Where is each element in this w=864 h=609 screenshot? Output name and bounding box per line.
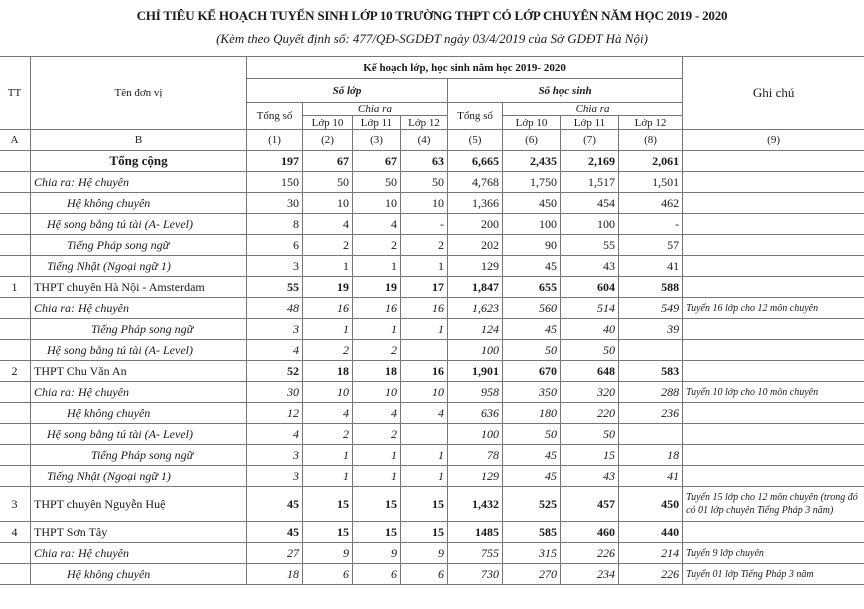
cell-hs-12: 226 (619, 564, 683, 585)
cell-lop-11: 19 (353, 277, 401, 298)
row-tt (0, 319, 31, 340)
cell-hs-10: 560 (503, 298, 561, 319)
cell-lop-11: 2 (353, 340, 401, 361)
header-name: Tên đơn vị (31, 57, 247, 130)
row-note (683, 151, 864, 172)
cell-lop-10: 4 (303, 214, 353, 235)
header-so-lop: Số lớp (247, 79, 448, 103)
cell-lop-10: 4 (303, 403, 353, 424)
cell-lop-11: 18 (353, 361, 401, 382)
header-hs-12: Lớp 12 (619, 116, 683, 130)
row-tt (0, 256, 31, 277)
cell-lop-11: 1 (353, 319, 401, 340)
cell-lop-10: 2 (303, 340, 353, 361)
row-name: THPT Sơn Tây (31, 522, 247, 543)
column-code: (3) (353, 130, 401, 151)
row-note (683, 403, 864, 424)
cell-hs-total: 129 (448, 256, 503, 277)
table-row (0, 361, 864, 382)
cell-hs-11: 220 (561, 403, 619, 424)
row-tt (0, 382, 31, 403)
cell-hs-10: 585 (503, 522, 561, 543)
cell-lop-12: 9 (401, 543, 448, 564)
cell-hs-12: 41 (619, 466, 683, 487)
cell-hs-11: 648 (561, 361, 619, 382)
column-codes-row (0, 130, 864, 151)
row-tt (0, 214, 31, 235)
cell-hs-12: 18 (619, 445, 683, 466)
row-name: Tiếng Pháp song ngữ (31, 319, 247, 340)
cell-lop-total: 4 (247, 340, 303, 361)
header-plan: Kế hoạch lớp, học sinh năm học 2019- 2020 (247, 57, 683, 79)
row-name: Hệ không chuyên (31, 403, 247, 424)
cell-hs-10: 1,750 (503, 172, 561, 193)
cell-hs-12: 288 (619, 382, 683, 403)
cell-hs-11: 460 (561, 522, 619, 543)
cell-hs-total: 1,623 (448, 298, 503, 319)
cell-hs-10: 525 (503, 487, 561, 522)
column-code: (8) (619, 130, 683, 151)
row-tt (0, 564, 31, 585)
cell-hs-total: 4,768 (448, 172, 503, 193)
row-note: Tuyển 9 lớp chuyên (683, 543, 864, 564)
cell-lop-10: 2 (303, 235, 353, 256)
cell-hs-10: 45 (503, 256, 561, 277)
cell-hs-11: 226 (561, 543, 619, 564)
cell-hs-10: 45 (503, 319, 561, 340)
row-note (683, 445, 864, 466)
cell-lop-12: 15 (401, 522, 448, 543)
header-lop-12: Lớp 12 (401, 116, 448, 130)
document-title: CHỈ TIÊU KẾ HOẠCH TUYỂN SINH LỚP 10 TRƯỜNG THPT CÓ LỚP CHUYÊN NĂM HỌC 2019 - 2020 (136, 8, 728, 23)
cell-hs-12: 57 (619, 235, 683, 256)
row-name: THPT chuyên Nguyễn Huệ (31, 487, 247, 522)
cell-hs-total: 1,847 (448, 277, 503, 298)
row-note (683, 424, 864, 445)
enrollment-table (0, 56, 864, 585)
document-subtitle: (Kèm theo Quyết định số: 477/QĐ-SGDĐT ngày 03/4/2019 của Sở GDĐT Hà Nội) (216, 31, 648, 46)
cell-lop-11: 2 (353, 235, 401, 256)
cell-lop-total: 197 (247, 151, 303, 172)
table-row (0, 256, 864, 277)
row-note: Tuyển 15 lớp cho 12 môn chuyên (trong đó có 01 lớp chuyên Tiếng Pháp 3 năm) (683, 487, 864, 522)
row-tt (0, 172, 31, 193)
cell-lop-11: 10 (353, 382, 401, 403)
cell-hs-10: 655 (503, 277, 561, 298)
cell-lop-total: 55 (247, 277, 303, 298)
cell-hs-total: 755 (448, 543, 503, 564)
table-row (0, 466, 864, 487)
cell-hs-10: 50 (503, 424, 561, 445)
header-tt: TT (0, 57, 31, 130)
cell-hs-10: 670 (503, 361, 561, 382)
cell-lop-total: 3 (247, 445, 303, 466)
row-tt (0, 403, 31, 424)
table-row (0, 382, 864, 403)
cell-lop-11: 15 (353, 487, 401, 522)
row-note (683, 193, 864, 214)
table-row (0, 319, 864, 340)
cell-hs-11: 320 (561, 382, 619, 403)
cell-hs-11: 55 (561, 235, 619, 256)
cell-hs-10: 2,435 (503, 151, 561, 172)
cell-lop-10: 1 (303, 319, 353, 340)
cell-hs-11: 15 (561, 445, 619, 466)
cell-lop-10: 15 (303, 487, 353, 522)
header-hs-10: Lớp 10 (503, 116, 561, 130)
cell-hs-10: 270 (503, 564, 561, 585)
cell-lop-12: 6 (401, 564, 448, 585)
cell-lop-12: 1 (401, 445, 448, 466)
cell-hs-12: 450 (619, 487, 683, 522)
row-name: Hệ song bằng tú tài (A- Level) (31, 214, 247, 235)
cell-lop-12: 63 (401, 151, 448, 172)
row-name: Tiếng Pháp song ngữ (31, 235, 247, 256)
row-note: Tuyển 01 lớp Tiếng Pháp 3 năm (683, 564, 864, 585)
column-code: A (0, 130, 31, 151)
cell-lop-12 (401, 340, 448, 361)
cell-lop-10: 15 (303, 522, 353, 543)
cell-lop-total: 6 (247, 235, 303, 256)
row-note: Tuyển 16 lớp cho 12 môn chuyên (683, 298, 864, 319)
cell-lop-10: 1 (303, 256, 353, 277)
row-tt (0, 466, 31, 487)
cell-lop-11: 1 (353, 445, 401, 466)
cell-hs-11: 43 (561, 466, 619, 487)
row-name: Chia ra: Hệ chuyên (31, 298, 247, 319)
cell-lop-10: 9 (303, 543, 353, 564)
row-name: Hệ không chuyên (31, 193, 247, 214)
cell-lop-10: 10 (303, 382, 353, 403)
cell-hs-12: 549 (619, 298, 683, 319)
header-lop-chia-ra: Chia ra (303, 103, 448, 116)
cell-lop-11: 50 (353, 172, 401, 193)
header-lop-10: Lớp 10 (303, 116, 353, 130)
cell-hs-11: 40 (561, 319, 619, 340)
cell-hs-12 (619, 424, 683, 445)
cell-hs-11: 50 (561, 424, 619, 445)
cell-hs-10: 90 (503, 235, 561, 256)
cell-hs-10: 350 (503, 382, 561, 403)
table-row (0, 172, 864, 193)
cell-lop-12: 4 (401, 403, 448, 424)
row-name: Hệ song bằng tú tài (A- Level) (31, 340, 247, 361)
cell-lop-10: 10 (303, 193, 353, 214)
cell-hs-total: 730 (448, 564, 503, 585)
header-hs-11: Lớp 11 (561, 116, 619, 130)
row-note (683, 319, 864, 340)
cell-lop-11: 15 (353, 522, 401, 543)
table-row (0, 298, 864, 319)
cell-lop-11: 2 (353, 424, 401, 445)
cell-hs-total: 124 (448, 319, 503, 340)
cell-lop-total: 27 (247, 543, 303, 564)
cell-hs-10: 50 (503, 340, 561, 361)
cell-lop-12: 15 (401, 487, 448, 522)
cell-hs-11: 604 (561, 277, 619, 298)
cell-hs-11: 100 (561, 214, 619, 235)
cell-lop-total: 18 (247, 564, 303, 585)
header-note: Ghi chú (683, 57, 864, 130)
cell-hs-12: 2,061 (619, 151, 683, 172)
cell-lop-11: 9 (353, 543, 401, 564)
cell-lop-total: 3 (247, 466, 303, 487)
cell-hs-total: 129 (448, 466, 503, 487)
cell-lop-12: 17 (401, 277, 448, 298)
header-lop-11: Lớp 11 (353, 116, 401, 130)
cell-hs-total: 78 (448, 445, 503, 466)
row-name: Tiếng Pháp song ngữ (31, 445, 247, 466)
row-name: Tiếng Nhật (Ngoại ngữ 1) (31, 466, 247, 487)
cell-hs-10: 100 (503, 214, 561, 235)
cell-lop-total: 3 (247, 256, 303, 277)
row-tt (0, 298, 31, 319)
cell-lop-total: 30 (247, 382, 303, 403)
cell-hs-total: 1,432 (448, 487, 503, 522)
cell-hs-12: 39 (619, 319, 683, 340)
column-code: (1) (247, 130, 303, 151)
cell-lop-12 (401, 424, 448, 445)
cell-lop-12: 10 (401, 382, 448, 403)
cell-lop-10: 16 (303, 298, 353, 319)
cell-lop-total: 12 (247, 403, 303, 424)
row-note (683, 214, 864, 235)
cell-hs-12 (619, 340, 683, 361)
cell-lop-11: 4 (353, 403, 401, 424)
table-row (0, 424, 864, 445)
row-tt (0, 424, 31, 445)
cell-hs-total: 200 (448, 214, 503, 235)
cell-lop-total: 48 (247, 298, 303, 319)
cell-hs-11: 43 (561, 256, 619, 277)
cell-hs-12: 1,501 (619, 172, 683, 193)
table-row (0, 543, 864, 564)
column-code: (4) (401, 130, 448, 151)
header-so-hoc-sinh: Số học sinh (448, 79, 683, 103)
table-row (0, 403, 864, 424)
cell-hs-11: 454 (561, 193, 619, 214)
cell-lop-12: 16 (401, 361, 448, 382)
row-note (683, 277, 864, 298)
table-row (0, 193, 864, 214)
cell-lop-total: 45 (247, 487, 303, 522)
cell-lop-total: 3 (247, 319, 303, 340)
row-tt: 1 (0, 277, 31, 298)
cell-lop-total: 150 (247, 172, 303, 193)
column-code: (2) (303, 130, 353, 151)
cell-lop-12: 50 (401, 172, 448, 193)
cell-hs-12: 41 (619, 256, 683, 277)
row-name: Tiếng Nhật (Ngoại ngữ 1) (31, 256, 247, 277)
column-code: (9) (683, 130, 864, 151)
row-tt (0, 543, 31, 564)
cell-hs-12: 214 (619, 543, 683, 564)
table-row (0, 522, 864, 543)
cell-lop-12: 16 (401, 298, 448, 319)
row-name: Chia ra: Hệ chuyên (31, 543, 247, 564)
row-tt (0, 151, 31, 172)
column-code: B (31, 130, 247, 151)
cell-lop-12: - (401, 214, 448, 235)
row-name: Chia ra: Hệ chuyên (31, 382, 247, 403)
table-row (0, 340, 864, 361)
row-note (683, 522, 864, 543)
cell-hs-total: 6,665 (448, 151, 503, 172)
header-hs-total: Tổng số (448, 103, 503, 130)
cell-hs-11: 234 (561, 564, 619, 585)
cell-lop-total: 45 (247, 522, 303, 543)
column-code: (5) (448, 130, 503, 151)
cell-hs-11: 2,169 (561, 151, 619, 172)
row-name: Chia ra: Hệ chuyên (31, 172, 247, 193)
cell-lop-12: 1 (401, 466, 448, 487)
table-row (0, 214, 864, 235)
row-tt (0, 445, 31, 466)
cell-hs-total: 636 (448, 403, 503, 424)
cell-lop-10: 19 (303, 277, 353, 298)
cell-hs-12: 588 (619, 277, 683, 298)
cell-lop-total: 30 (247, 193, 303, 214)
cell-lop-10: 1 (303, 466, 353, 487)
header-lop-total: Tổng số (247, 103, 303, 130)
cell-lop-10: 50 (303, 172, 353, 193)
column-code: (7) (561, 130, 619, 151)
cell-lop-total: 4 (247, 424, 303, 445)
cell-lop-11: 4 (353, 214, 401, 235)
cell-lop-total: 8 (247, 214, 303, 235)
cell-lop-total: 52 (247, 361, 303, 382)
cell-lop-10: 2 (303, 424, 353, 445)
table-row (0, 445, 864, 466)
row-note (683, 172, 864, 193)
row-note (683, 340, 864, 361)
row-tt (0, 235, 31, 256)
cell-hs-12: 440 (619, 522, 683, 543)
cell-lop-12: 1 (401, 319, 448, 340)
row-name: Hệ không chuyên (31, 564, 247, 585)
cell-lop-10: 67 (303, 151, 353, 172)
cell-lop-11: 1 (353, 256, 401, 277)
row-tt (0, 193, 31, 214)
row-tt: 4 (0, 522, 31, 543)
cell-hs-11: 1,517 (561, 172, 619, 193)
row-note (683, 361, 864, 382)
row-name: THPT chuyên Hà Nội - Amsterdam (31, 277, 247, 298)
cell-hs-10: 45 (503, 466, 561, 487)
cell-hs-10: 450 (503, 193, 561, 214)
cell-lop-11: 1 (353, 466, 401, 487)
row-name: THPT Chu Văn An (31, 361, 247, 382)
cell-lop-12: 1 (401, 256, 448, 277)
table-row (0, 151, 864, 172)
cell-lop-11: 67 (353, 151, 401, 172)
row-tt: 3 (0, 487, 31, 522)
table-row (0, 277, 864, 298)
row-note (683, 235, 864, 256)
row-tt (0, 340, 31, 361)
cell-lop-11: 6 (353, 564, 401, 585)
cell-hs-11: 457 (561, 487, 619, 522)
row-note: Tuyển 10 lớp cho 10 môn chuyên (683, 382, 864, 403)
column-code: (6) (503, 130, 561, 151)
cell-lop-10: 18 (303, 361, 353, 382)
cell-hs-10: 180 (503, 403, 561, 424)
table-row (0, 235, 864, 256)
cell-hs-11: 50 (561, 340, 619, 361)
cell-hs-total: 1485 (448, 522, 503, 543)
cell-hs-10: 315 (503, 543, 561, 564)
cell-hs-12: 236 (619, 403, 683, 424)
cell-hs-total: 1,901 (448, 361, 503, 382)
row-tt: 2 (0, 361, 31, 382)
cell-lop-10: 6 (303, 564, 353, 585)
cell-lop-11: 16 (353, 298, 401, 319)
cell-hs-12: - (619, 214, 683, 235)
cell-lop-11: 10 (353, 193, 401, 214)
cell-hs-total: 1,366 (448, 193, 503, 214)
row-note (683, 256, 864, 277)
cell-hs-10: 45 (503, 445, 561, 466)
cell-lop-12: 10 (401, 193, 448, 214)
table-row (0, 487, 864, 522)
table-row (0, 564, 864, 585)
cell-hs-12: 583 (619, 361, 683, 382)
row-name: Hệ song bằng tú tài (A- Level) (31, 424, 247, 445)
cell-hs-11: 514 (561, 298, 619, 319)
cell-hs-total: 100 (448, 424, 503, 445)
cell-lop-10: 1 (303, 445, 353, 466)
header-hs-chia-ra: Chia ra (503, 103, 683, 116)
cell-hs-total: 100 (448, 340, 503, 361)
cell-hs-12: 462 (619, 193, 683, 214)
row-note (683, 466, 864, 487)
cell-hs-total: 202 (448, 235, 503, 256)
cell-hs-total: 958 (448, 382, 503, 403)
row-name: Tổng cộng (31, 151, 247, 172)
cell-lop-12: 2 (401, 235, 448, 256)
